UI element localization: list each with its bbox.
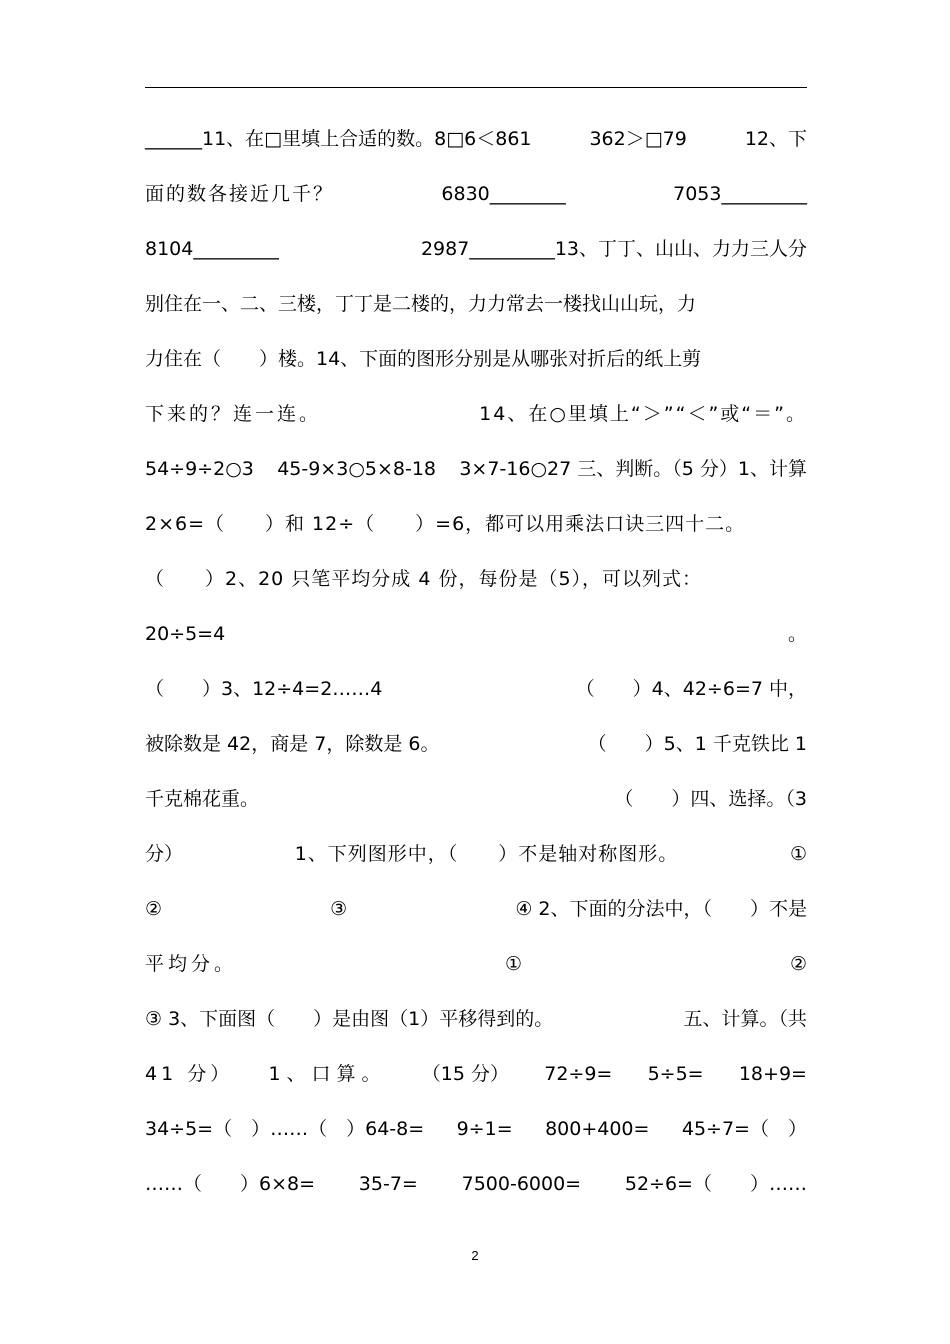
text-segment: （ ）4、42÷6=7 中， (575, 678, 807, 700)
text-segment: ① (789, 843, 807, 865)
text-line (145, 619, 807, 649)
text-line (145, 344, 807, 374)
text-line (145, 289, 807, 319)
text-line (145, 784, 807, 814)
text-segment: ③ 3、下面图（ ）是由图（1）平移得到的。 (145, 1008, 554, 1030)
text-segment: 1、下列图形中，（ ）不是轴对称图形。 (294, 843, 679, 865)
text-segment: （ ）5、1 千克铁比 1 (587, 733, 807, 755)
text-segment: 5÷5= (647, 1063, 704, 1085)
text-line (145, 894, 807, 924)
text-segment: 45-9×3○5×8-18 (277, 458, 437, 480)
text-line (145, 564, 807, 594)
text-line (145, 729, 807, 759)
text-segment: 7500-6000= (461, 1173, 582, 1195)
text-segment: 分） (145, 843, 184, 865)
text-segment: 平均分。 (145, 953, 238, 975)
text-segment: 。 (787, 623, 807, 645)
text-segment: 18+9= (738, 1063, 807, 1085)
text-segment: 下来的？连一连。 (145, 403, 322, 425)
text-line (145, 179, 807, 209)
page-number: 2 (471, 1248, 479, 1263)
text-segment: （ ）四、选择。（3 (614, 788, 807, 810)
text-segment: ① (504, 953, 522, 975)
text-segment: 被除数是 42，商是 7，除数是 6。 (145, 733, 440, 755)
text-line (145, 839, 807, 869)
text-segment: ② (789, 953, 807, 975)
text-segment: （15 分） (421, 1063, 509, 1085)
text-segment: 12、下 (744, 128, 807, 150)
text-segment: 34÷5=（ ）……（ ）64-8= (145, 1118, 425, 1140)
text-segment: 6830________ (441, 183, 566, 205)
text-segment: 2×6=（ ）和 12÷（ ）=6，都可以用乘法口诀三四十二。 (145, 513, 746, 535)
text-line (145, 454, 807, 484)
text-segment: 别住在一、二、三楼，丁丁是二楼的，力力常去一楼找山山玩，力 (145, 293, 697, 315)
text-segment: 五、计算。（共 (683, 1008, 807, 1030)
text-line (145, 1169, 807, 1199)
text-segment: 千克棉花重。 (145, 788, 260, 810)
text-segment: 35-7= (358, 1173, 418, 1195)
text-line (145, 1059, 807, 1089)
text-segment: 3×7-16○27 三、判断。（5 分）1、计算 (459, 458, 807, 480)
text-segment: 7053_________ (673, 183, 807, 205)
text-line (145, 399, 807, 429)
text-segment: ② (145, 898, 163, 920)
text-line (145, 509, 807, 539)
text-segment: 362＞□79 (589, 128, 687, 150)
text-segment: 8104_________ (145, 238, 279, 260)
text-segment: ③ (330, 898, 348, 920)
text-line (145, 1004, 807, 1034)
text-segment: 2987_________13、丁丁、山山、力力三人分 (420, 238, 807, 260)
text-segment: 41 分） (145, 1063, 234, 1085)
text-segment: 14、在○里填上“＞”“＜”或“＝”。 (479, 403, 807, 425)
text-line (145, 949, 807, 979)
text-segment: 20÷5=4 (145, 623, 226, 645)
text-line (145, 124, 807, 154)
text-line (145, 1114, 807, 1144)
text-segment: （ ）2、20 只笔平均分成 4 份，每份是（5），可以列式： (145, 568, 703, 590)
text-line (145, 234, 807, 264)
text-segment: ……（ ）6×8= (145, 1173, 316, 1195)
text-segment: 1、口算。 (268, 1063, 387, 1085)
text-segment: ④ 2、下面的分法中，（ ）不是 (515, 898, 807, 920)
text-segment: 9÷1= (456, 1118, 513, 1140)
text-segment: （ ）3、12÷4=2……4 (145, 678, 383, 700)
text-segment: 54÷9÷2○3 (145, 458, 254, 480)
text-segment: 面的数各接近几千？ (145, 183, 335, 205)
text-segment: 800+400= (545, 1118, 650, 1140)
text-segment: 52÷6=（ ）…… (624, 1173, 807, 1195)
text-line (145, 674, 807, 704)
text-segment: 72÷9= (544, 1063, 613, 1085)
header-rule (145, 87, 807, 88)
text-segment: ______11、在□里填上合适的数。8□6＜861 (145, 128, 532, 150)
text-segment: 45÷7=（ ） (681, 1118, 807, 1140)
text-segment: 力住在（ ）楼。14、下面的图形分别是从哪张对折后的纸上剪 (145, 348, 702, 370)
